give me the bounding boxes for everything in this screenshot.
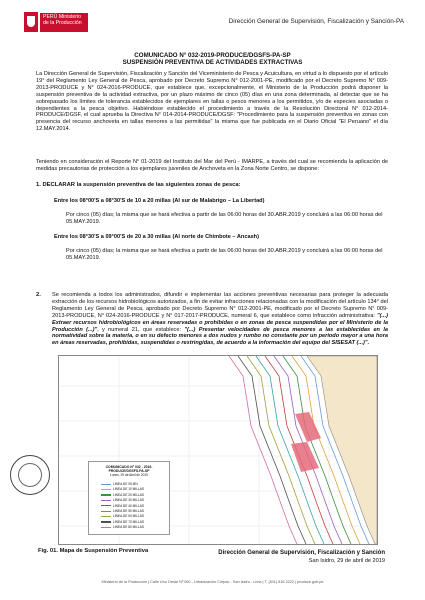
signature-unit: Dirección General de Supervisión, Fiscalización y Sanción (218, 550, 385, 556)
legend-swatch (101, 489, 111, 490)
item-2-text (52, 292, 388, 347)
ministry-logo-text: PERÚ Ministerio de la Producción (40, 13, 88, 32)
map-inset-legend (88, 461, 170, 535)
item-1-heading: 1. DECLARAR la suspensión preventiva de las siguientes zonas de pesca: (36, 182, 241, 188)
peru-logo (24, 12, 38, 32)
issuing-unit: Dirección General de Supervisión, Fiscalización y Sanción-PA (228, 18, 404, 25)
legend-item (101, 487, 144, 491)
legend-label: LINEA DE 30 MILLAS (113, 498, 145, 503)
legend-label: LINEA DE 50 MILLAS (113, 509, 145, 513)
item-2-text-a: Se recomienda a todos los administrados, difundir e implementar las acciones preventivas necesarias para proteger la adecuada extracción de los recursos hidrobiológicos autorizados, a fin de evitar infracciones relacionadas con la modificación del artículo 134° del Reglamento Ley General de Pesca, aprobado por Decreto Supremo N° 012-2001-PE, modificado por el Decreto Supremo N° 009-2013-PRODUCE, N° 024-2016-PRODUCE y N° 017-2017-PRODUCE, numeral 6, que establece como infracción administrativa: (52, 292, 388, 319)
legend-label: LINEA DE 10 MILLAS (113, 487, 145, 492)
signature-place-date: San Isidro, 29 de abril de 2019 (308, 558, 385, 564)
item-2-quote-2: "(...) Presentar velocidades de pesca menores a las establecidas en la normatividad sobre la materia, o en su defecto menores a dos nudos y rumbo no constante por un periodo mayor a una hora en áreas reservadas, prohibidas, suspendidas o restringidas, de acuerdo a la información del equipo del SISESAT (...)". (52, 326, 388, 347)
inset-date: Lunes, 29 de Abril de 2019 (110, 473, 148, 477)
shield-icon (27, 16, 35, 27)
context-paragraph: Teniendo en consideración el Reporte N° 01-2019 del Instituto del Mar del Perú - IMARPE, a través del cual se recomienda la aplicación de medidas precautorias de protección a los ejemplares juveniles de Anchoveta en la Zona Norte Centro, se dispone: (36, 159, 388, 172)
legend-item (101, 504, 144, 508)
communique-subject: SUSPENSIÓN PREVENTIVA DE ACTIVIDADES EXTRACTIVAS (122, 59, 303, 66)
legend-swatch (101, 505, 111, 506)
zone-1-title: Entre los 08°00'S a 08°30'S de 10 a 20 millas (Al sur de Malabrigo – La Libertad) (54, 198, 265, 204)
legend-swatch (101, 500, 111, 501)
zone-2-title: Entre los 08°30'S a 09°00'S de 20 a 30 millas (Al norte de Chimbote – Ancash) (54, 234, 259, 240)
intro-paragraph: La Dirección General de Supervisión, Fiscalización y Sanción del Viceministerio de Pesca y Acuicultura, en virtud a lo dispuesto por el artículo 19° del Reglamento Ley General de Pesca, aprobado por Decreto Supremo N° 012-2001-PE, modificado por el Decreto Supremo N° 009-2013-PRODUCE y N° 024-2016-PRODUCE, que establece que, excepcionalmente, el Ministerio de la Producción podrá disponer la suspensión preventiva de la actividad extractiva, por un plazo máximo de cinco (05) días en una zona determinada, al detectar que se ha sobrepasado los límites de tolerancia establecidos de ejemplares en tallas o pesos menores a los permitidos, y/o de especies asociadas o dependientes a la pesca objetivo. Habiéndose establecido el procedimiento a través de la Resolución Directoral N° 012-2014-PRODUCE/DGSF, el cual aprueba la Directiva N° 014-2014-PRODUCE/DGSF: "Procedimiento para la suspensión preventiva en zonas con presencia del recurso anchoveta en tallas menores a las permitidas" la misma que fue publicada en el Diario Oficial "El Peruano" el día 12.MAY.2014. (36, 71, 388, 133)
legend-label: LINEA DE 80 MILLAS (113, 525, 145, 530)
legend-swatch (101, 521, 111, 522)
communique-number: COMUNICADO N° 032-2019-PRODUCE/DGSFS-PA-SP (134, 52, 291, 59)
legend-swatch (101, 516, 111, 517)
official-seal (10, 455, 50, 495)
legend-label: LINEA DE 05 MN (113, 482, 138, 486)
item-2-quote-1: "(...) Extraer recursos hidrobiológicos en áreas reservadas o prohibidas o en zonas de pesca suspendidas por el Ministerio de la Producción (...)" (52, 312, 388, 333)
legend-swatch (101, 527, 111, 528)
legend-label: LINEA DE 70 MILLAS (113, 519, 145, 524)
legend-item (101, 514, 144, 518)
figure-caption: Fig. 01. Mapa de Suspensión Preventiva (38, 548, 149, 554)
seal-center (18, 463, 42, 487)
zone-2-text: Por cinco (05) días; la misma que se hará efectiva a partir de las 06:00 horas del 30.ABR.2019 y concluirá a las 06:00 horas del 05.MAY.2019. (66, 248, 383, 261)
legend-item (101, 498, 144, 502)
legend-item (101, 525, 144, 529)
item-2-text-c: , y numeral 21, que establece: (97, 326, 185, 333)
legend-swatch (101, 511, 111, 512)
legend-swatch (101, 484, 111, 485)
legend-item (101, 493, 144, 497)
legend-item (101, 482, 138, 486)
letterhead (24, 12, 404, 52)
item-2-number: 2. (36, 292, 41, 298)
legend-label: LINEA DE 20 MILLAS (113, 492, 145, 497)
zone-1-text: Por cinco (05) días; la misma que se hará efectiva a partir de las 06:00 horas del 30.ABR.2019 y concluirá a las 06:00 horas del 05.MAY.2019. (66, 212, 383, 225)
page-footer: Ministerio de la Producción | Calle Uno Oeste Nº 060 - Urbanización Córpac - San Isidro - Lima | T. (511) 616 2222 | produce.gob.pe (101, 580, 324, 584)
legend-item (101, 509, 144, 513)
legend-swatch (101, 494, 111, 495)
inset-title: COMUNICADO N° 032 - 2019-PRODUCE/DGSFS-PA-SP (105, 465, 153, 473)
legend-label: LINEA DE 40 MILLAS (113, 503, 145, 508)
legend-label: LINEA DE 60 MILLAS (113, 514, 145, 519)
legend-item (101, 520, 144, 524)
